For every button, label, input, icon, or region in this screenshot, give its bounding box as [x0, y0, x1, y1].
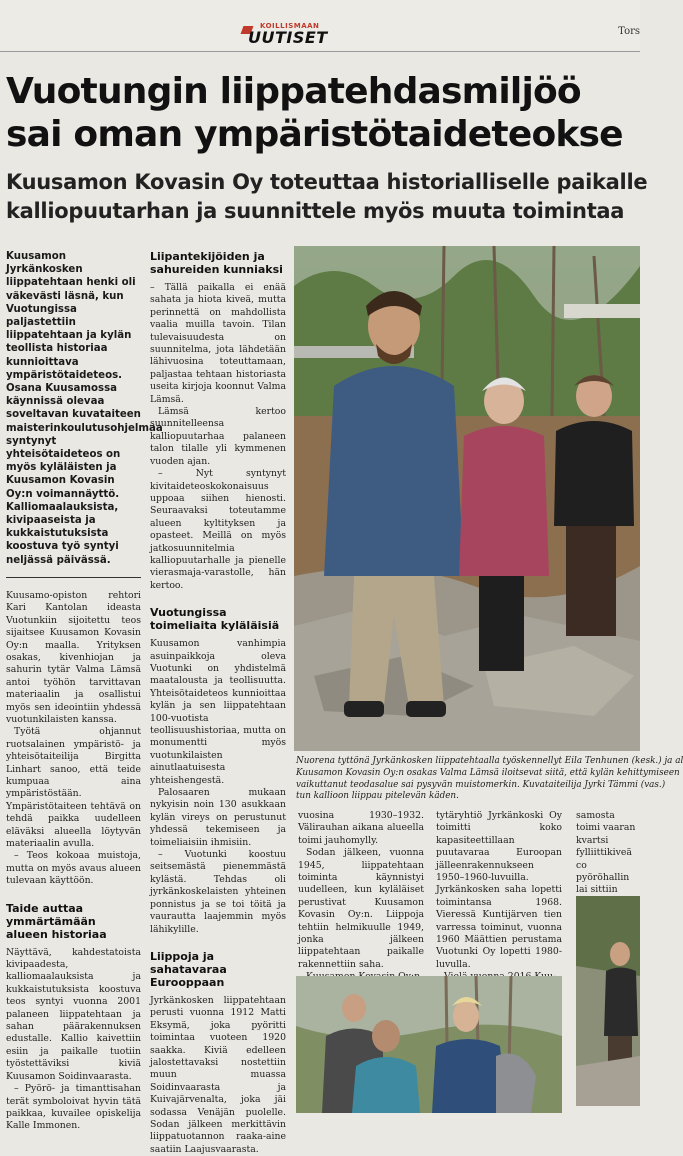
photo-illustration [294, 246, 640, 751]
paragraph: – Nyt syntynyt kivitaideteoskokonaisuus uppoaa siihen hienosti. Seuraavaksi toteutamme alueen kyltityksen ja opasteet. Meillä on myös jatkosuunnitelmia kalliopuutarhalle ja pienelle vierasmaja-varastolle, hän kertoo. [150, 468, 286, 591]
logo-subtitle: KOILLISMAAN [260, 22, 320, 30]
subheading: Liippoja ja sahatavaraa Eurooppaan [150, 949, 227, 989]
column-1 [6, 250, 163, 1132]
paragraph: Näyttävä, kahdestatoista kivipaadesta, kalliomaalauksista ja kukkaistutuksista koostuva teos syntyi vuonna 2001 palaneen liippatehtaan ja sahan päärakennuksen edustalle. Kallio kaivettiin esiin ja paikalle tuotiin työstettäviksi kiviä Kuusamon Soidinvaarasta. [6, 946, 141, 1082]
paragraph: Kuusamon vanhimpia asuinpaikkoja oleva Vuotunki on yhdistelmä maatalousta ja teollisuutta. Yhteisötaideteos kunnioittaa kylän ja sen liippatehtaan 100-vuotista teollisuushistoriaa, mutta on monumentti myös vuotunkilaisten ainutlaatuisesta yhteishengestä. [150, 638, 286, 786]
paragraph: – Tällä paikalla ei enää sahata ja hiota kiveä, mutta perinnettä on mahdollista vaalia muilla tavoin. Tilan tulevaisuudesta on suunnitelma, jota lähdetään lähivuosina toteuttamaan, paljastaa tehtaan historiasta useita kirjoja koonnut Valma Lämsä. [150, 282, 286, 405]
masthead [0, 0, 640, 52]
paragraph: samosta toimi vaaran kvartsi fylliittikiveä co pyöröhallin lai sittiin [576, 810, 636, 896]
subheading: Taide auttaa ymmärtämään alueen historiaa [6, 901, 107, 941]
subheading: Liipantekijöiden ja sahureiden kunniaksi [150, 250, 283, 276]
headline-line-1: Vuotungin liippatehdasmiljöö [6, 71, 581, 112]
right-edge-photo [576, 896, 640, 1106]
paragraph: Palosaaren mukaan nykyisin noin 130 asukkaan kylän vireys on perustunut yhdessä tekemiseen ja toimeliaisiin ihmisiin. [150, 787, 286, 848]
paragraph: Sodan jälkeen, vuonna 1945, liippatehtaan toiminta käynnistyi uudelleen, kun kyläläiset perustivat Kuusamon Kovasin Oy:n. Liippoja tehtiin helmikuulle 1949, jonka jälkeen liippatehtaan paikalle rakennettiin saha. [298, 847, 424, 970]
logo-title: UUTISET [248, 28, 328, 47]
secondary-photo [296, 976, 562, 1113]
photo-illustration [296, 976, 562, 1113]
paragraph: Lämsä kertoo suunnitelleensa kalliopuutarhaa palaneen talon tilalle yli kymmenen vuoden ajan. [150, 406, 286, 467]
column-3 [298, 810, 424, 970]
paragraph: Jyrkänkosken liippatehtaan perusti vuonna 1912 Matti Eksymä, joka pyöritti toimintaa vuoteen 1920 saakka. Kiviä edelleen jalostettavaksi nostettiin muun muassa Soidinvaarasta ja Kuivajärvenalta, joka jäi sodassa Venäjän puolelle. Sodan jälkeen merkittävin liippatuotannon raaka-aine saatiin Laajusvaarasta. [150, 994, 286, 1155]
deck-line-1: Kuusamon Kovasin Oy toteuttaa historialliselle paikalle [6, 170, 648, 194]
lead-paragraph: Kuusamon Jyrkänkosken liippatehtaan henki oli väkevästi läsnä, kun Vuotungissa paljastettiin liippatehtaan ja kylän teollista historiaa kunnioittava ympäristötaideteos. Osana Kuusamossa käynnissä olevaa soveltavan kuvataiteen maisterinkoulutusohjelmaa syntynyt yhteisötaideteos on myös kyläläisten ja Kuusamon Kovasin Oy:n voimannäyttö. Kalliomaalauksista, kivipaaseista ja kukkaistutuksista koostuva työ syntyi neljässä päivässä. [6, 251, 163, 566]
photo-caption [296, 756, 683, 803]
page-day: Tors [618, 26, 640, 37]
article-headline [6, 70, 640, 156]
paragraph: – Vuotunki koostuu seitsemästä pienemmästä kylästä. Tehdas oli jyrkänkoskelaisten yhteinen ponnistus ja se toi töitä ja vaurautta laajemmin myös lähikylille. [150, 849, 286, 935]
caption-line: Kuusamon Kovasin Oy:n osakas Valma Lämsä iloitsevat siitä, että kylän kehittymiseen [296, 767, 680, 778]
paragraph: Työtä ohjannut ruotsalainen ympäristö- ja yhteisötaiteilija Birgitta Linhart sanoo, että teide kumpuaa aina ympäristöstään. Ympäristötaiteen tehtävä on tehdä paikka uudelleen eläväksi alueella löytyvän materiaalin avulla. [6, 726, 141, 849]
paragraph: – Pyörö- ja timanttisahan terät symboloivat hyvin tätä paikkaa, kuvailee opiskelija Kalle Immonen. [6, 1083, 141, 1132]
column-4 [436, 810, 562, 970]
paragraph: Kuusamo-opiston rehtori Kari Kantolan ideasta Vuotunkiin sijoitettu teos sijaitsee Kuusamon Kovasin Oy:n maalla. Yrityksen osakas, kivenhiojan ja sahurin tytär Valma Lämsä antoi työhön tarvittavan materiaalin ja osallistui myös sen ideointiin yhdessä vuotunkilaisten kanssa. [6, 589, 141, 725]
newspaper-logo [248, 22, 328, 48]
paragraph: tytäryhtiö Jyrkänkoski Oy toimitti koko kapasiteettillaan puutavaraa Euroopan jälleenrakennukseen 1950–1960-luvuilla. Jyrkänkosken saha lopetti toimintansa 1968. Vieressä Kuntijärven tien varressa toiminut, vuonna 1960 Määttien perustama Vuotunki Oy lopetti 1980-luvulla. [436, 810, 562, 970]
column-5 [576, 810, 640, 896]
photo-illustration [576, 896, 640, 1106]
caption-line: Nuorena tyttönä Jyrkänkosken liippatehtaalla työskennellyt Eila Tenhunen (kesk.) ja al [296, 756, 683, 766]
divider [6, 577, 141, 578]
column-2 [150, 250, 286, 1155]
headline-line-2: sai oman ympäristötaideteokse [6, 114, 623, 155]
caption-line: vaikuttanut teodasalue sai pysyvän muistomerkin. Kuvataiteilija Jyrki Tämmi (vas.) [296, 779, 666, 790]
paragraph: vuosina 1930–1932. Välirauhan aikana alueella toimi jauhomylly. [298, 810, 424, 846]
subheading: Vuotungissa toimeliaita kyläläisiä [150, 606, 280, 633]
article-deck [6, 168, 648, 226]
deck-line-2: kalliopuutarhan ja suunnittele myös muuta toimintaa [6, 199, 625, 223]
main-photo [294, 246, 640, 751]
paragraph: – Teos kokoaa muistoja, mutta on myös avaus alueen tulevaan käyttöön. [6, 850, 141, 887]
caption-line: tun kallioon liippau pitelevän käden. [296, 791, 459, 802]
